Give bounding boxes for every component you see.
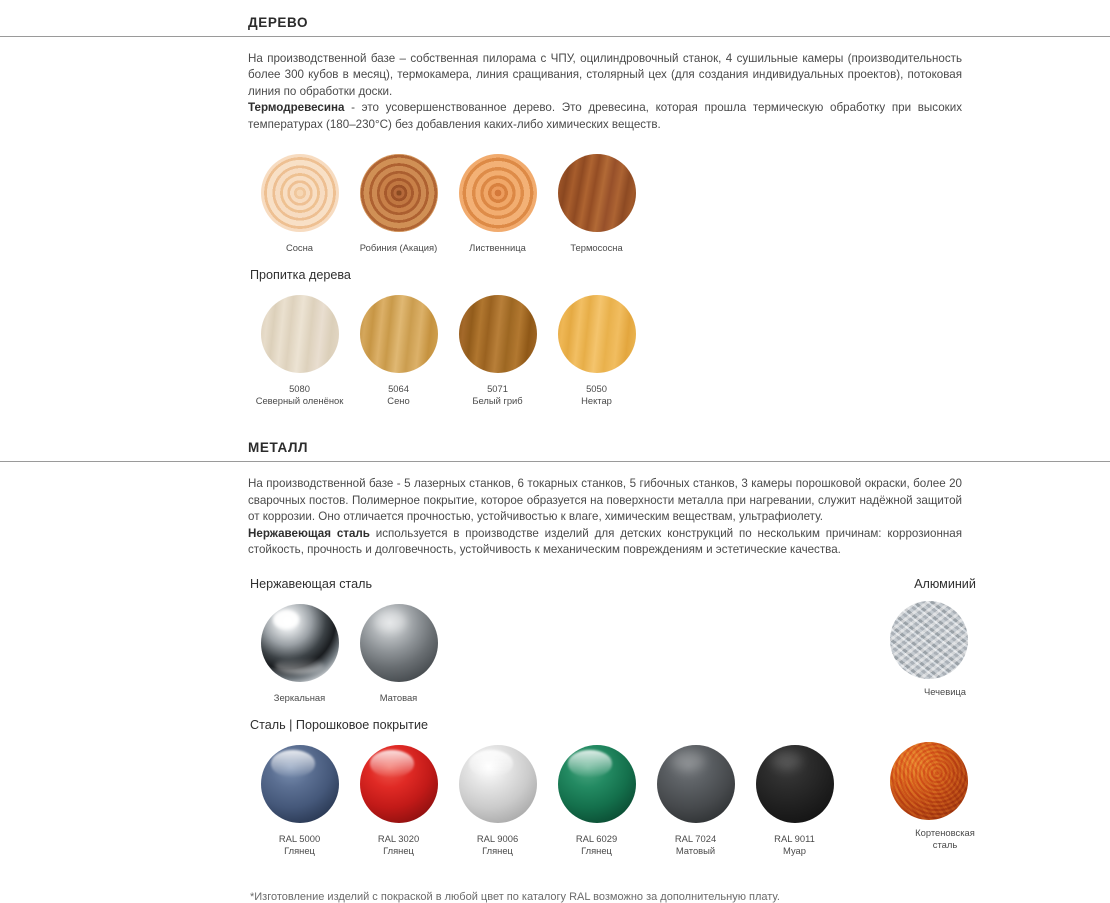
paint-sphere-icon	[756, 745, 834, 823]
metal-paragraph-2-text: используется в производстве изделий для детских конструкций по нескольким причинам: коррозионная стойкость, прочность и долговечность, устойчивость к механическим повреждениям и эстетические качества.	[248, 526, 962, 557]
swatch-ral-7024[interactable]	[646, 742, 745, 857]
swatch-caption	[250, 833, 349, 857]
stainless-label: Нержавеющая сталь	[250, 576, 373, 591]
wood-disc-icon	[360, 154, 438, 232]
swatch-disc-wrap	[349, 742, 448, 826]
swatch-sosna[interactable]	[250, 151, 349, 254]
wood-disc-icon	[261, 154, 339, 232]
swatch-disc-wrap	[349, 292, 448, 376]
swatch-label: Нектар	[581, 395, 612, 407]
swatch-caption	[646, 833, 745, 857]
swatch-disc-wrap	[745, 742, 844, 826]
metal-paragraph-2	[248, 526, 962, 559]
mirror-sphere-icon	[261, 604, 339, 682]
wood-paragraph-2-text: - это усовершенствованное дерево. Это древесина, которая прошла термическую обработку при высоких температурах (180–230°С) без добавления каких-либо химических веществ.	[248, 101, 962, 131]
swatch-caption	[890, 686, 1000, 698]
swatch-caption	[745, 833, 844, 857]
wood-species-row	[250, 151, 1110, 254]
swatch-5080[interactable]	[250, 292, 349, 407]
swatch-caption	[250, 242, 349, 254]
matte-sphere-icon	[360, 604, 438, 682]
section-header-metal	[248, 439, 962, 462]
swatch-ral-6029[interactable]	[547, 742, 646, 857]
wood-disc-icon	[558, 295, 636, 373]
swatch-code: RAL 9011	[774, 832, 815, 844]
swatch-finish: Глянец	[581, 844, 612, 856]
paint-sphere-icon	[558, 745, 636, 823]
swatch-mirror-steel[interactable]	[250, 601, 349, 704]
wood-paragraph-1: На производственной базе – собственная пилорама с ЧПУ, оцилиндровочный станок, 4 сушильные камеры (производительность более 300 кубов в месяц), термокамера, линия сращивания, столярный цех (для создания индивидуальных проектов), потоковая линия по обработки доски.	[248, 52, 962, 98]
swatch-caption	[448, 833, 547, 857]
swatch-listvennica[interactable]	[448, 151, 547, 254]
swatch-5064[interactable]	[349, 292, 448, 407]
swatch-label: Чечевица	[923, 685, 967, 697]
swatch-caption	[349, 692, 448, 704]
swatch-caption	[890, 827, 1000, 851]
swatch-ral-9006[interactable]	[448, 742, 547, 857]
swatch-label: Северный оленёнок	[255, 395, 344, 407]
swatch-caption	[349, 833, 448, 857]
swatch-caption	[547, 833, 646, 857]
swatch-label-line2: сталь	[932, 838, 958, 850]
swatch-disc-wrap	[250, 742, 349, 826]
wood-disc-icon	[459, 295, 537, 373]
swatch-caption	[250, 383, 349, 407]
swatch-disc-wrap	[547, 151, 646, 235]
swatch-code: 5064	[388, 383, 409, 395]
swatch-disc-wrap	[250, 601, 349, 685]
swatch-disc-wrap	[349, 151, 448, 235]
swatch-disc-wrap	[250, 292, 349, 376]
paint-sphere-icon	[261, 745, 339, 823]
impregnation-row	[250, 292, 1110, 407]
swatch-aluminium[interactable]	[890, 601, 1000, 698]
swatch-ral-3020[interactable]	[349, 742, 448, 857]
swatch-termososna[interactable]	[547, 151, 646, 254]
swatch-5050[interactable]	[547, 292, 646, 407]
swatch-finish: Глянец	[383, 844, 414, 856]
swatch-disc-wrap	[890, 742, 1000, 820]
impregnation-label: Пропитка дерева	[250, 268, 351, 283]
footnote: *Изготовление изделий с покраской в любой цвет по каталогу RAL возможно за дополнительную плату.	[250, 890, 780, 903]
diamond-plate-icon	[890, 601, 968, 679]
swatch-code: 5071	[487, 383, 508, 395]
swatch-caption	[349, 242, 448, 254]
swatch-code: RAL 7024	[674, 832, 717, 844]
swatch-finish: Матовый	[675, 844, 716, 856]
paint-sphere-icon	[657, 745, 735, 823]
swatch-code: RAL 5000	[278, 832, 321, 844]
powder-label: Сталь | Порошковое покрытие	[250, 717, 428, 732]
wood-paragraph-2-bold: Термодревесина	[248, 101, 345, 115]
swatch-label: Лиственница	[469, 242, 526, 254]
swatch-code: 5050	[586, 383, 607, 395]
swatch-disc-wrap	[646, 742, 745, 826]
swatch-label: Белый гриб	[472, 395, 523, 407]
aluminium-label: Алюминий	[914, 576, 976, 591]
swatch-caption	[250, 692, 349, 704]
wood-disc-icon	[459, 154, 537, 232]
swatch-disc-wrap	[547, 292, 646, 376]
swatch-label: Робиния (Акация)	[359, 242, 438, 254]
swatch-label: Зеркальная	[273, 691, 326, 703]
swatch-5071[interactable]	[448, 292, 547, 407]
swatch-disc-wrap	[349, 601, 448, 685]
swatch-disc-wrap	[448, 292, 547, 376]
metal-paragraph-1: На производственной базе - 5 лазерных станков, 6 токарных станков, 5 гибочных станков, 3 камеры порошковой окраски, более 20 сварочных постов. Полимерное покрытие, которое образуется на поверхности металла при нагревании, служит надёжной защитой от коррозии. Оно отличается прочностью, устойчивостью к влаге, химическим веществам, ультрафиолету.	[248, 477, 962, 524]
metal-paragraph-2-bold: Нержавеющая сталь	[248, 526, 370, 540]
wood-disc-icon	[261, 295, 339, 373]
swatch-disc-wrap	[890, 601, 1000, 679]
swatch-finish: Глянец	[284, 844, 315, 856]
swatch-label: Матовая	[379, 691, 418, 703]
swatch-finish: Муар	[783, 844, 806, 856]
swatch-caption	[547, 383, 646, 407]
swatch-label: Сено	[387, 395, 410, 407]
swatch-ral-9011[interactable]	[745, 742, 844, 857]
wood-paragraph-2	[248, 100, 962, 133]
section-title-wood: ДЕРЕВО	[248, 15, 309, 30]
swatch-code: 5080	[289, 383, 310, 395]
swatch-caption	[448, 242, 547, 254]
swatch-label: Сосна	[285, 242, 314, 254]
swatch-disc-wrap	[448, 742, 547, 826]
swatch-disc-wrap	[547, 742, 646, 826]
swatch-ral-5000[interactable]	[250, 742, 349, 857]
swatch-label: Термососна	[570, 242, 623, 254]
swatch-robinia[interactable]	[349, 151, 448, 254]
paint-sphere-icon	[360, 745, 438, 823]
swatch-caption	[349, 383, 448, 407]
swatch-code: RAL 6029	[575, 832, 618, 844]
section-header-wood	[248, 14, 962, 37]
swatch-corten[interactable]	[890, 742, 1000, 851]
swatch-label-line1: Кортеновская	[915, 826, 975, 838]
swatch-finish: Глянец	[482, 844, 513, 856]
swatch-code: RAL 3020	[377, 832, 420, 844]
swatch-disc-wrap	[250, 151, 349, 235]
section-title-metal: МЕТАЛЛ	[248, 440, 309, 456]
swatch-disc-wrap	[448, 151, 547, 235]
wood-disc-icon	[558, 154, 636, 232]
swatch-caption	[448, 383, 547, 407]
swatch-code: RAL 9006	[476, 832, 519, 844]
swatch-matte-steel[interactable]	[349, 601, 448, 704]
swatch-caption	[547, 242, 646, 254]
wood-disc-icon	[360, 295, 438, 373]
corten-disc-icon	[890, 742, 968, 820]
paint-sphere-icon	[459, 745, 537, 823]
